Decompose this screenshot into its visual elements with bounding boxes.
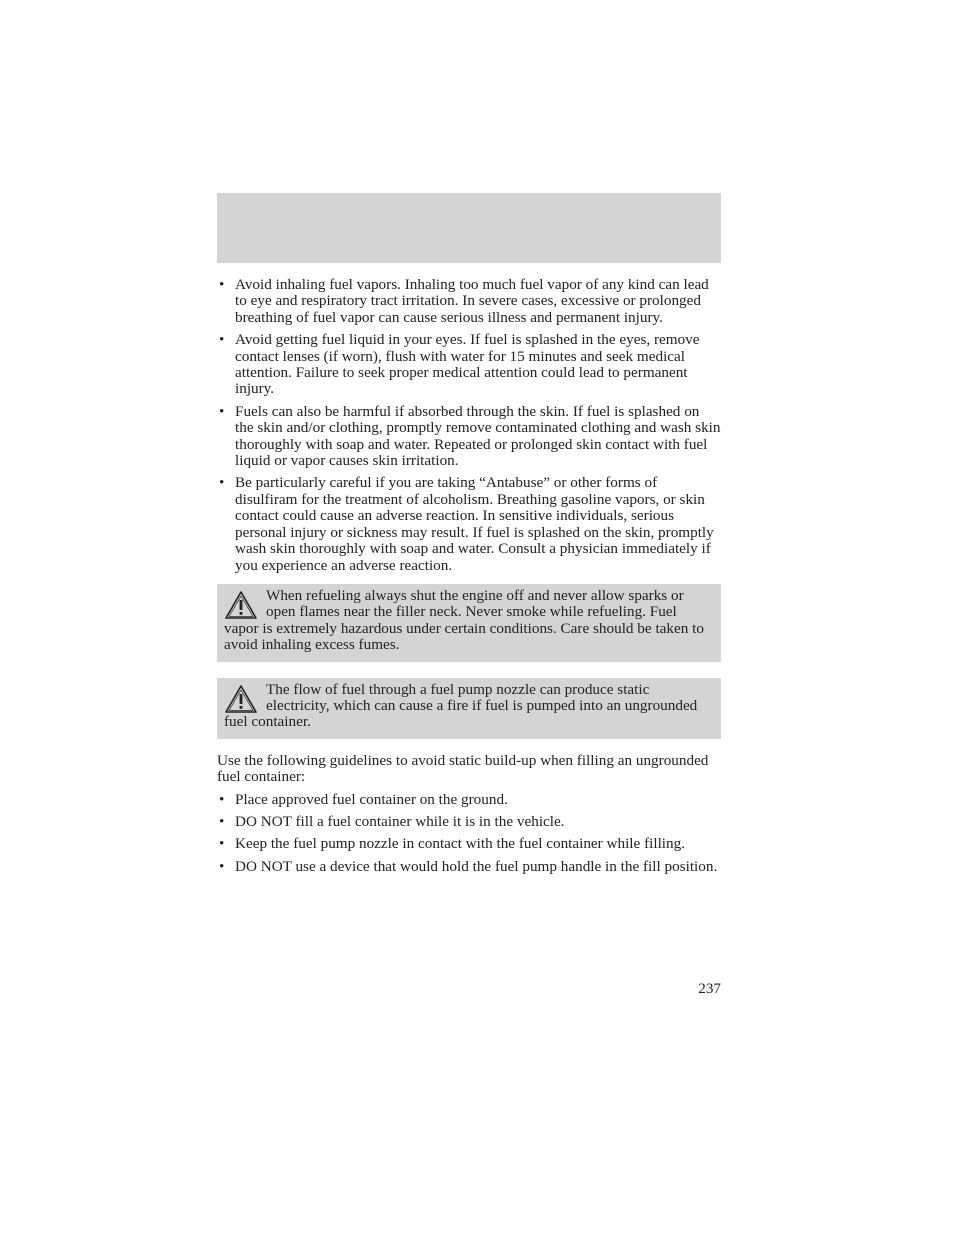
header-band [217, 193, 721, 263]
warning-box-refueling [217, 584, 721, 662]
list-item: • DO NOT use a device that would hold the fuel pump handle in the fill position. [217, 859, 721, 875]
list-item: • Place approved fuel container on the ground. [217, 792, 721, 808]
guidelines-intro: Use the following guidelines to avoid static build-up when filling an ungrounded fuel container: [217, 751, 709, 786]
list-item: • DO NOT fill a fuel container while it is in the vehicle. [217, 814, 721, 830]
list-item: • Be particularly careful if you are taking “Antabuse” or other forms of disulfiram for the treatment of alcoholism. Breathing gasoline vapors, or skin contact could cause an adverse reaction. In sensitive individuals, serious personal injury or sickness may result. If fuel is splashed on the skin, promptly wash skin thoroughly with soap and water. Consult a physician immediately if you experience an adverse reaction. [217, 475, 721, 573]
page-content [217, 277, 721, 881]
warning-box-static [217, 678, 721, 739]
list-item: • Keep the fuel pump nozzle in contact with the fuel container while filling. [217, 836, 721, 852]
warning-text: The flow of fuel through a fuel pump nozzle can produce static electricity, which can cause a fire if fuel is pumped into an ungrounded fuel container. [224, 680, 698, 731]
warning-text: When refueling always shut the engine off and never allow sparks or open flames near the filler neck. Never smoke while refueling. Fuel vapor is extremely hazardous under certain conditions. Care should be taken to avoid inhaling excess fumes. [224, 586, 704, 654]
page-number: 237 [698, 980, 721, 997]
warning-triangle-icon [224, 590, 258, 620]
list-item: • Avoid getting fuel liquid in your eyes. If fuel is splashed in the eyes, remove contact lenses (if worn), flush with water for 15 minutes and seek medical attention. Failure to seek proper medical attention could lead to permanent injury. [217, 332, 721, 398]
list-item: • Fuels can also be harmful if absorbed through the skin. If fuel is splashed on the skin and/or clothing, promptly remove contaminated clothing and wash skin thoroughly with soap and water. Repeated or prolonged skin contact with fuel liquid or vapor causes skin irritation. [217, 404, 721, 470]
warning-triangle-icon [224, 684, 258, 714]
static-guidelines-list [217, 792, 721, 876]
fuel-hazard-list [217, 277, 721, 574]
list-item: • Avoid inhaling fuel vapors. Inhaling too much fuel vapor of any kind can lead to eye and respiratory tract irritation. In severe cases, excessive or prolonged breathing of fuel vapor can cause serious illness and permanent injury. [217, 277, 721, 326]
